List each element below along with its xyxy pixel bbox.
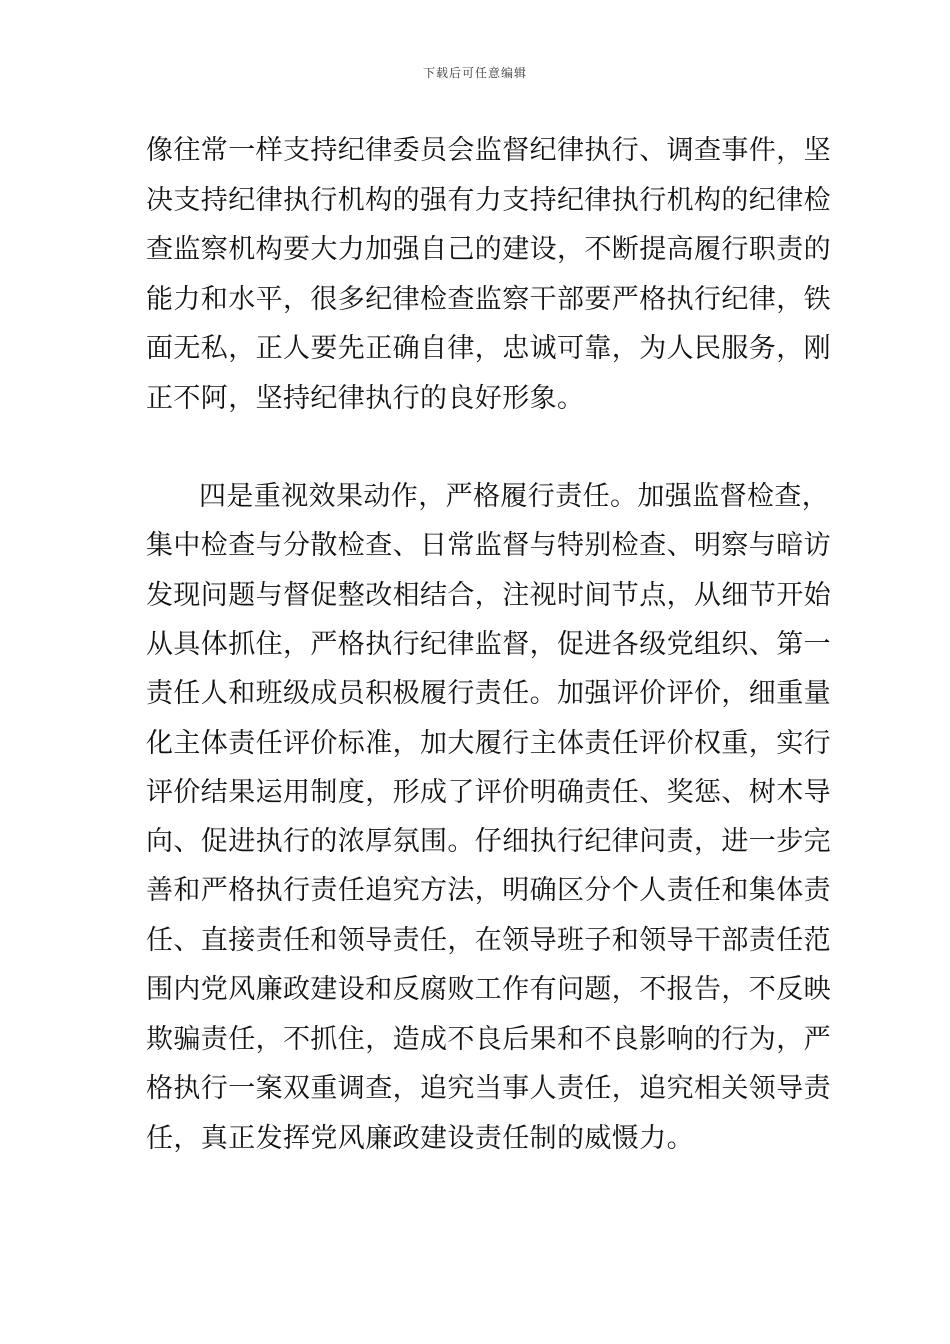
paragraph-2-line-6: 化主体责任评价标准，加大履行主体责任评价权重，实行 <box>146 728 831 759</box>
paragraph-1-line-4: 能力和水平，很多纪律检查监察干部要严格执行纪律，铁 <box>146 284 831 315</box>
paragraph-2-line-7: 评价结果运用制度，形成了评价明确责任、奖惩、树木导 <box>146 777 831 808</box>
paragraph-2-line-9: 善和严格执行责任追究方法，明确区分个人责任和集体责 <box>146 875 831 906</box>
paragraph-1-line-6: 正不阿，坚持纪律执行的良好形象。 <box>146 383 585 414</box>
paragraph-2-line-10: 任、直接责任和领导责任，在领导班子和领导干部责任范 <box>146 925 831 956</box>
paragraph-2-line-13: 格执行一案双重调查，追究当事人责任，追究相关领导责 <box>146 1073 831 1104</box>
paragraph-2-line-14: 任，真正发挥党风廉政建设责任制的威慑力。 <box>146 1123 694 1154</box>
paragraph-2-line-5: 责任人和班级成员积极履行责任。加强评价评价，细重量 <box>146 678 831 709</box>
paragraph-1-line-2: 决支持纪律执行机构的强有力支持纪律执行机构的纪律检 <box>146 185 831 216</box>
paragraph-1-line-1: 像往常一样支持纪律委员会监督纪律执行、调查事件，坚 <box>146 135 831 166</box>
page-header: 下载后可任意编辑 <box>422 66 527 80</box>
paragraph-2-line-12: 欺骗责任，不抓住，造成不良后果和不良影响的行为，严 <box>146 1024 831 1055</box>
paragraph-2-line-11: 围内党风廉政建设和反腐败工作有问题，不报告，不反映 <box>146 974 831 1005</box>
paragraph-2-line-8: 向、促进执行的浓厚氛围。仔细执行纪律问责，进一步完 <box>146 826 831 857</box>
paragraph-1-line-3: 查监察机构要大力加强自己的建设，不断提高履行职责的 <box>146 234 831 265</box>
paragraph-1-line-5: 面无私，正人要先正确自律，忠诚可靠，为人民服务，刚 <box>146 333 831 364</box>
paragraph-2-line-2: 集中检查与分散检查、日常监督与特别检查、明察与暗访 <box>146 530 831 561</box>
paragraph-2-line-3: 发现问题与督促整改相结合，注视时间节点，从细节开始 <box>146 580 831 611</box>
paragraph-2-line-1: 四是重视效果动作，严格履行责任。加强监督检查， <box>199 481 830 512</box>
paragraph-2-line-4: 从具体抓住，严格执行纪律监督，促进各级党组织、第一 <box>146 629 831 660</box>
